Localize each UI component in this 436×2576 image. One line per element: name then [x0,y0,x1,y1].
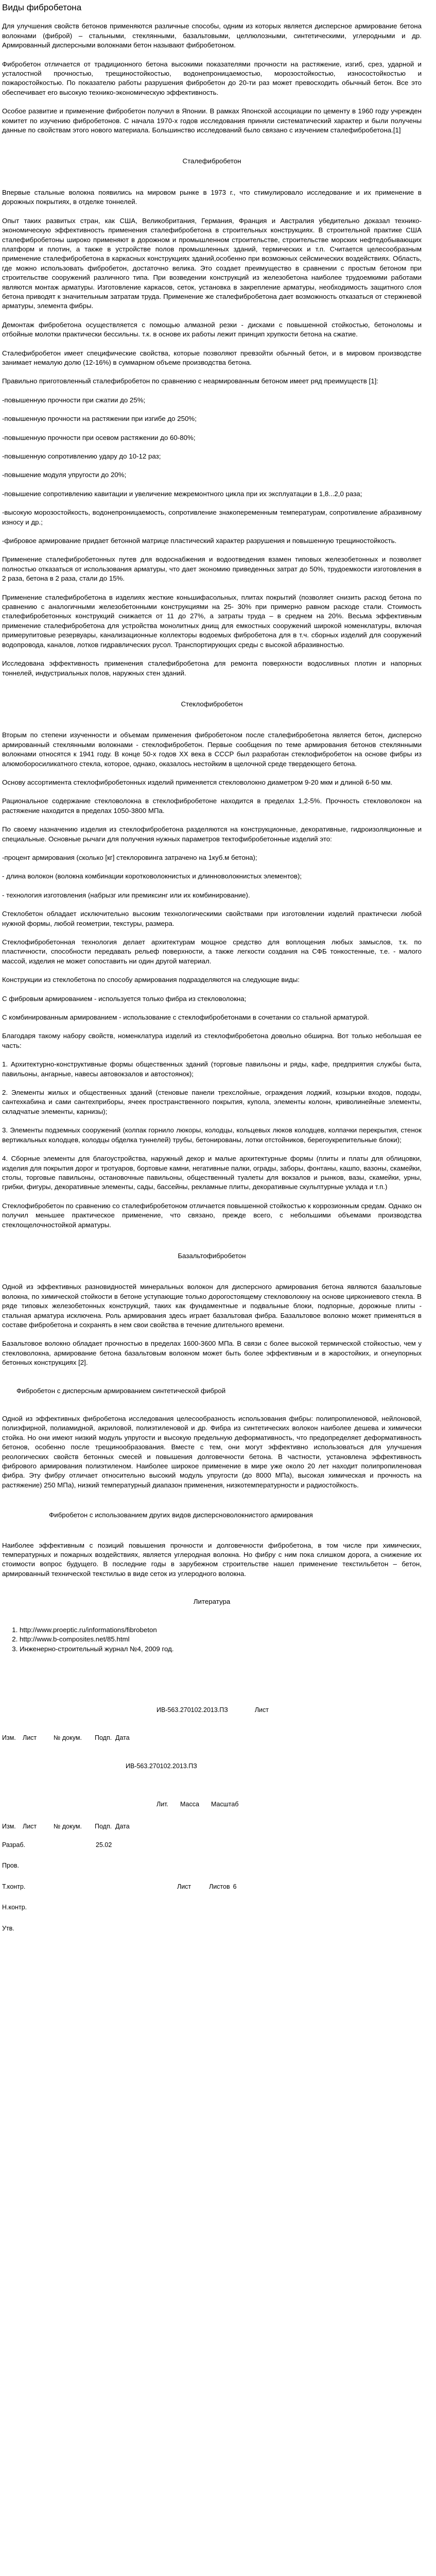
list-item: -процент армирования (сколько [кг] стеклоровинга затрачено на 1куб.м бетона); [2,853,257,861]
stamp-cell: № докум. [54,1734,82,1742]
stamp-cell: Лист [23,1734,37,1742]
stamp-sheets-count: 6 [233,1883,237,1890]
stamp-tcontrol-label: Т.контр. [2,1883,26,1890]
stamp-approved-row [2,1924,422,1933]
steel-section [2,188,422,678]
list-item: -повышенную прочности при осевом растяжении до 60-80%; [2,433,196,442]
paragraph: По своему назначению изделия из стеклофибробетона разделяются на конструкционные, декоративные, гидроизоляционные и специальные. Основные рычаги для получения нужных параметров тектофибробетонные изделий это: [2,825,422,843]
paragraph: Стеклофибробетон по сравнению со сталефибробетоном отличается повышенной стойкостью к коррозионным средам. Однако он получил меньшее практическое применение, что связано, прежде всего, с небольшими объемами производства стеклощелочностойкой арматуры. [2,1201,422,1229]
paragraph: Наиболее эффективным с позиций повышения прочности и долговечности фибробетона, в том числе при химических, температурных и пожарных воздействиях, является углеродная волокна. Но фибру с ним пока слишком дорога, а снижение их стоимости вопрос будущего. В последние годы в зарубежном строительстве нашел применение текстильбетон – бетон, армированный технической текстилью в виде сеток из углеродного волокна. [2,1541,422,1578]
reference-item: 1. http://www.proeptic.ru/informations/fibrobeton [20,1625,422,1635]
intro-paragraph: Для улучшения свойств бетонов применяются различные способы, одним из которых является дисперсное армирование бетона волокнами (фиброй) – стальными, стеклянными, базальтовыми, целлюлозными, синтетическими, углеродными и др. Армированный дисперсными волокнами бетон называют фибробетоном. [2,22,422,49]
stamp-cell: Масштаб [211,1801,239,1808]
stamp-cell: № докум. [54,1822,82,1830]
paragraph: Демонтаж фибробетона осуществляется с помощью алмазной резки - дисками с повышенной стойкостью, бетоноломы и отбойные молотки практически бессильны. т.к. в основе их работы лежит принцип хрупкости бетона на сжатие. [2,320,422,338]
synthetic-heading: Фибробетон с дисперсным армированием синтетической фиброй [16,1386,226,1395]
stamp-code: ИВ-563.270102.2013.ПЗ [156,1706,228,1714]
paragraph: Стеклофибробетонная технология делает архитектурам мощное средство для воплощения любых замыслов, т.к. по пластичности, способности передавать рельеф поверхности, а также легкости создания на СФБ тонкостенные, т.е. - малого массой, изделия не может сопоставить ни один другой материал. [2,938,422,965]
stamp-ncontrol-row [2,1903,422,1912]
list-item: С комбинированным армированием - использование с стеклофибробетонами в сочетании со стальной арматурой. [2,1013,369,1022]
stamp-developer-date: 25.02 [96,1841,112,1849]
paragraph: Благодаря такому набору свойств, номенклатура изделий из стеклофибробетона довольно обширна. Вот только небольшая ее часть: [2,1032,422,1049]
intro-paragraph: Фибробетон отличается от традиционного бетона высокими показателями прочности на растяжение, изгиб, срез, ударной и усталостной прочностью, трещиностойкостью, водонепроницаемостью, морозостойкостью, износостойкостью и пожаростойкостью. По показателю работы разрушения фибробетон до 20-ти раз может превосходить обычный бетон. Все это обеспечивает его высокую технико-экономическую эффективность. [2,60,422,96]
paragraph: Базальтовое волокно обладает прочностью в пределах 1600-3600 МПа. В связи с более высокой термической стойкостью, чем у стекловолокна, армирование бетона базальтовым волокном может быть более эффективным и в жаростойких, и огнеупорных бетонных конструкциях [2]. [2,1340,422,1367]
references-heading: Литература [193,1598,231,1606]
paragraph: Вторым по степени изученности и объемам применения фибробетоном после сталефибробетона является бетон, дисперсно армированный стеклянными волокнами - стеклофибробетон. Первые сообщения по теме армирования бетонов стеклянными волокнами относятся к 1941 году. В конце 50-х годов XX века в СССР был разработан стеклофибробетон на основе фибры из алюмоборосиликатного стекла, которое, однако, оказалось нестойким в щелочной среде твердеющего бетона. [2,731,422,768]
paragraph: Конструкции из стеклобетона по способу армирования подразделяются на следующие виды: [2,976,300,984]
list-item: -повышенную сопротивлению удару до 10-12 раз; [2,452,161,460]
stamp-sheets-word: Листов [209,1883,230,1890]
stamp-checker-label: Пров. [2,1862,20,1870]
paragraph: Сталефибробетон имеет специфические свойства, которые позволяют превзойти обычный бетон, и в мировом производстве занимает немалую долю (12-16%) в суммарном объеме производства бетона. [2,349,422,366]
paragraph: Впервые стальные волокна появились на мировом рынке в 1973 г., что стимулировало исследование и их применение в дорожных покрытиях, в отделке тоннелей. [2,188,422,206]
list-item: - длина волокон (волокна комбинации коротковолокнистых и длинноволокнистых элементов); [2,872,302,880]
basalt-heading: Базальтофибробетон [178,1251,246,1260]
reference-item: 3. Инженерно-строительный журнал №4, 2009 год. [20,1645,422,1654]
stamp-row-3 [2,1822,422,1831]
stamp-developer-row [2,1840,422,1850]
stamp-code-mid: ИВ-563.270102.2013.ПЗ [126,1762,197,1770]
list-item: 4. Сборные элементы для благоустройства, наружный декор и малые архитектурные формы (плиты и платы для облицовки, изделия для покрытия дорог и тротуаров, бортовые камни, негативные палки, ограды, заборы, фонтаны, кашпо, вазоны, скамейки, столы, торговые павильоны, остановочные павильоны, общественный туалеты для вокзалов и рынков, вазы, скамейки, урны, грибки, фигуры, декоративные элементы, сады, бассейны, рекламные плиты, декоративные скульптурные уклада и т.п.) [2,1155,422,1191]
list-item: 1. Архитектурно-конструктивные формы общественных зданий (торговые павильоны и ряды, кафе, предприятия службы быта, павильоны, ангарные, навесы автовокзалов и автостоянок); [2,1060,422,1078]
steel-heading: Сталефибробетон [182,157,241,165]
paragraph: Применение сталефибробетонных путев для водоснабжения и водоотведения взамен типовых железобетонных и позволяет полностью отказаться от использования арматуры, что дает экономию приведенных затрат до 50%, трудоемкости изготовления в 2 раза, бетона в 2 раза, стали до 15%. [2,555,422,583]
document-title: Виды фибробетона [2,3,82,12]
list-item: -повышенную прочности при сжатии до 25%; [2,396,146,404]
title-block-stamp [2,1705,422,1933]
intro-section [2,22,422,135]
paragraph: Опыт таких развитых стран, как США, Великобритания, Германия, Франция и Австралия убедительно доказал технико-экономическую эффективность применения сталефибробетона в строительных конструкциях. В строительной практике США сталефибробетоны широко применяют в дорожном и промышленном строительстве, строительстве морских нефтедобывающих платформ и плотин, а также в устройстве полов промышленных зданий, термических и т.п. Считается целесообразным применение сталефибробетона в каркасных конструкциях зданий,особенно при возможных сейсмических воздействиях. Область, где можно использовать фибробетон, достаточно велика. Это создает преимущество в сравнении с простым бетоном при строительстве сооружений различного типа. При возведении конструкций из железобетона наиболее трудоемкими работами являются монтаж арматуры. Изготовление каркасов, сеток, установка в закрепление арматуры, необходимость защитного слоя бетона приводят к значительным затратам труда. Применение же сталефибробетона дает возможность отказаться от стержневой арматуры, элемента фибры. [2,216,422,310]
stamp-cell: Дата [115,1822,130,1830]
glass-heading: Стеклофибробетон [181,700,243,708]
synthetic-section [2,1414,422,1490]
reference-item: 2. http://www.b-composites.net/85.html [20,1635,422,1644]
stamp-cell: Масса [180,1801,199,1808]
list-item: С фибровым армированием - используется только фибра из стекловолокна; [2,994,247,1003]
stamp-row-1 [2,1733,422,1742]
stamp-ncontrol-label: Н.контр. [2,1904,27,1911]
stamp-cell: Лит. [156,1801,168,1808]
list-item: -повышение сопротивлению кавитации и увеличение межремонтного цикла при их эксплуатации в 1,8...2,0 раза; [2,489,362,498]
other-section [2,1541,422,1579]
paragraph: Рациональное содержание стекловолокна в стеклофибробетоне находится в пределах 1,2-5%. Прочность стекловолокон на растяжение находится в пределах 1050-3800 МПа. [2,797,422,815]
paragraph: Основу ассортимента стеклофибробетонных изделий применяется стекловолокно диаметром 9-20 мкм и длиной 6-50 мм. [2,778,393,786]
paragraph: Одной из эффективных разновидностей минеральных волокон для дисперсного армирования бетона являются базальтовые волокна, по химической стойкости в бетоне уступающие только дорогостоящему стекловолокну на основе циркониевого стекла. В ряде типовых железобетонных конструкций, таких как фундаментные и подвальные блоки, подпорные, дорожные плиты - стальная арматура исключена. Роль армирования здесь играет базальтовая фибра. Базальтовое волокно может применяться в составе фибробетона и сохранять в нем свои свойства в течение длительного времени. [2,1283,422,1329]
stamp-cell: Лист [23,1822,37,1830]
list-item: -фибровое армирование придает бетонной матрице пластический характер разрушения и повышенную трещиностойкость. [2,537,397,545]
stamp-developer-label: Разраб. [2,1841,26,1849]
stamp-tcontrol-row [2,1882,422,1891]
paragraph: Одной из эффективных фибробетона исследования целесообразность использования фибры: полипропиленовой, нейлоновой, полиэфирной, полиамидной, акриловой, полиэтиленовой и др. Фибра из синтетических волокон наиболее дешева и химически стойка. Но они имеют низкий модуль упругости и высокую предельную деформативность, что предопределяет деформативность бетонов, особенно после трещинообразования. Вместе с тем, они могут эффективно использоваться для улучшения реологических свойств бетонных смесей и повышения долговечности бетона. В частности, установлена эффективность фибрового армирования полиэтиленом. Наиболее широкое применение в мире уже около 20 лет находит полипропиленовая фибра. Эту фибру отличает относительно высокий модуль упругости (до 8000 МПа), высокая химическая и прочность на растяжение) 250 МПа), низкий температурный диапазон применения, низкотемпературности и радиостойкость. [2,1415,422,1489]
list-item: -высокую морозостойкость, водонепроницаемость, сопротивление знакопеременным температурам, сопротивление абразивному износу и др.; [2,509,422,526]
basalt-section [2,1282,422,1367]
stamp-cell: Подп. [95,1734,112,1742]
paragraph: Исследована эффективность применения сталефибробетона для ремонта поверхности водосливных плотин и напорных тоннелей, индустриальных полов, наружных стен зданий. [2,659,422,677]
stamp-sheet-word: Лист [177,1883,191,1890]
other-heading: Фибробетон с использованием других видов дисперсноволокнистого армирования [49,1511,313,1519]
glass-section [2,731,422,1230]
stamp-cell: Изм. [2,1734,16,1742]
stamp-sheet-label: Лист [254,1706,269,1714]
paragraph: Правильно приготовленный сталефибробетон по сравнению с неармированным бетоном имеет ряд преимуществ [1]: [2,377,378,385]
stamp-row-2 [2,1800,422,1809]
paragraph: Стеклобетон обладает исключительно высоким технологическими свойствами при изготовлении изделий практически любой нужной формы, любой геометрии, текстуры, размера. [2,910,422,927]
stamp-cell: Подп. [95,1822,112,1830]
list-item: -повышение модуля упругости до 20%; [2,471,127,479]
stamp-cell: Дата [115,1734,130,1742]
list-item: - технология изготовления (набрызг или премиксинг или их комбинирование). [2,891,250,899]
list-item: -повышенную прочности на растяжении при изгибе до 250%; [2,415,197,423]
list-item: 2. Элементы жилых и общественных зданий (стеновые панели трехслойные, ограждения лоджий, козырьки входов, пододы, сантехкабина и сами сантехприборы, ячеек пространственного покрытия, купола, элементы колонн, криволинейные элементы, складчатые элементы, карнизы); [2,1089,422,1115]
stamp-approved-label: Утв. [2,1924,14,1932]
stamp-checker-row [2,1861,422,1870]
list-item: 3. Элементы подземных сооружений (колпак горнило люкоры, колодцы, кольцевых люков колодцев, колпачки перекрытия, стенок вертикальных колодцев, колодцы обделка туннелей) трубы, бетонированы, лотки отстойников, берегоукрепительные блоки); [2,1126,422,1144]
stamp-cell: Изм. [2,1822,16,1830]
paragraph: Применение сталефибробетона в изделиях жесткие коньшифасольных, плитах покрытий (позволяет снизить расход бетона по сравнению с аналогичными железобетонными конструкциями на 25- 30% при примерно равном расходе стали. Стоимость сталефибробетонных конструкций снижается от 11 до 27%, а затраты труда – в среднем на 20%. Весьма эффективным применение сталефибробетона для устройства монолитных днищ для емкостных сооружений широкой номенклатуры, включая примерупитовые резервуары, канализационные коллекторы водоемых фибробетона для в т.ч. сборных изделий для сооружений водопровода, каналов, лотков гидравлических русол. Транспортирующих среды с высокой абразивностью. [2,593,422,649]
references-list [2,1625,422,1654]
intro-paragraph: Особое развитие и применение фибробетон получил в Японии. В рамках Японской ассоциации по цементу в 1960 году учрежден комитет по изучению фибробетонов. С начала 1970-х годов исследования приняли систематический характер и были получены данные по свойствам этого нового материала. Большинство исследований было связано с изучением сталефибробетона.[1] [2,107,422,134]
